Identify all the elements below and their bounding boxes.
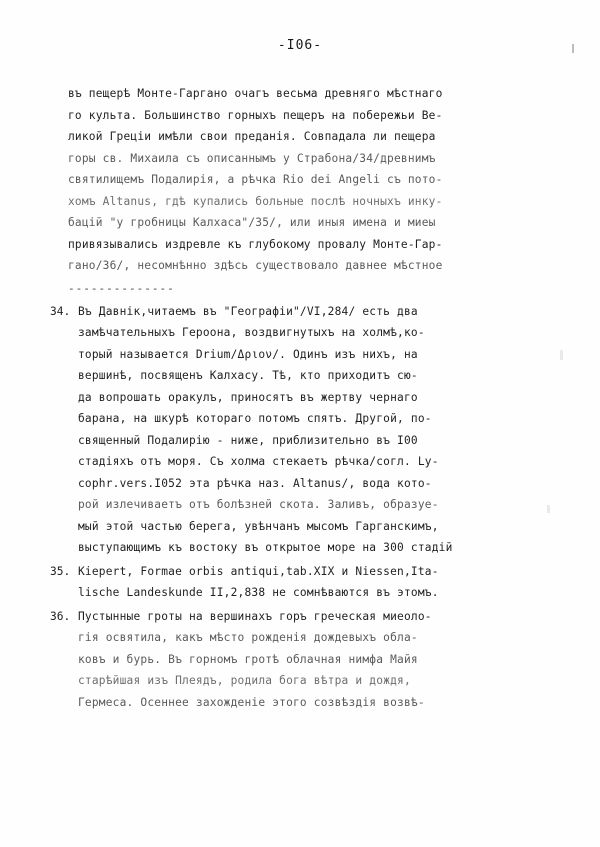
footnote-line: старѣйшая изъ Плеядъ, родила бога вѣтра и дождя, xyxy=(78,674,411,687)
page-number: -I06- xyxy=(277,38,323,53)
paragraph-line: го культа. Большинство горныхъ пещеръ на побережьи Ве- xyxy=(68,108,443,122)
footnote-line: мый этой частью берега, увѣнчанъ мысомъ Гарганскимъ, xyxy=(78,519,439,533)
footnote-body xyxy=(78,301,548,559)
footnote-line: выступающимъ къ востоку въ открытое море на 300 стадій xyxy=(78,541,453,554)
footnote-body xyxy=(78,561,548,604)
page-edge-mark xyxy=(572,44,574,53)
page-smudge xyxy=(560,350,563,360)
footnote-line: стадіяхъ отъ моря. Съ холма стекаетъ рѣчка/согл. Ly- xyxy=(78,455,439,468)
footnote-body xyxy=(78,606,548,714)
footnote-divider: -------------- xyxy=(68,281,175,295)
footnote-line: да вопрошать оракулъ, приносятъ въ жертву чернаго xyxy=(78,390,418,404)
paragraph-line: гано/36/, несомнѣнно здѣсь существовало давнее мѣстное xyxy=(68,259,443,272)
paragraph-line: бацій "у гробницы Калхаса"/35/, или иныя имена и миеы xyxy=(68,216,436,229)
footnote-line: гія освятила, какъ мѣсто рожденія дождевыхъ обла- xyxy=(78,631,418,644)
footnote-line: Гермеса. Осеннее захожденіе этого созвѣздія возвѣ- xyxy=(78,695,425,709)
footnote-line: Пустынные гроты на вершинахъ горъ греческая миеоло- xyxy=(78,609,432,623)
paragraph-line: святилищемъ Подалирія, а рѣчка Rio dei Angeli съ пото- xyxy=(68,173,443,186)
footnote-item xyxy=(50,301,548,559)
footnote-line: lische Landeskunde II,2,838 не сомнѣваются въ этомъ. xyxy=(78,586,439,599)
main-paragraph xyxy=(68,83,542,277)
footnote-number: 35. xyxy=(50,564,71,578)
paragraph-line: горы св. Михаила съ описаннымъ у Страбона/34/древнимъ xyxy=(68,151,436,165)
paragraph-line: ликой Греціи имѣли свои преданія. Совпадала ли пещера xyxy=(68,130,436,143)
paragraph-line: въ пещерѣ Монте-Гаргано очагъ весьма древняго мѣстнаго xyxy=(68,87,443,100)
paragraph-line: привязывались издревле къ глубокому провалу Монте-Гар- xyxy=(68,237,443,251)
footnote-line: замѣчательныхъ Героона, воздвигнутыхъ на холмѣ,ко- xyxy=(78,326,425,339)
footnote-item xyxy=(50,561,548,604)
page-smudge xyxy=(547,505,550,513)
footnote-line: торый называется Drium/Δριον/. Одинъ изъ нихъ, на xyxy=(78,347,418,361)
footnote-item xyxy=(50,606,548,714)
paragraph-line: хомъ Altanus, гдѣ купались больные послѣ ночныхъ инку- xyxy=(68,194,443,208)
footnote-number: 34. xyxy=(50,304,71,318)
footnote-line: cophr.vers.I052 эта рѣчка наз. Altanus/, вода кото- xyxy=(78,476,432,490)
footnote-line: священный Подалирію - ниже, приблизительно въ I00 xyxy=(78,433,418,447)
footnote-line: Kiepert, Formae orbis antiqui,tab.XIX и Niessen,Ita- xyxy=(78,564,439,578)
footnote-number: 36. xyxy=(50,609,71,623)
footnote-line: вершинѣ, посвященъ Калхасу. Тѣ, кто приходитъ сю- xyxy=(78,369,418,382)
footnotes-section xyxy=(50,301,548,714)
footnote-line: рой излечиваетъ отъ болѣзней скота. Заливъ, образуе- xyxy=(78,498,439,511)
footnote-line: ковъ и бурь. Въ горномъ гротѣ облачная нимфа Майя xyxy=(78,652,418,666)
footnote-line: барана, на шкурѣ котораго потомъ спятъ. Другой, по- xyxy=(78,412,432,425)
footnote-line: Въ Давнік,читаемъ въ "Географіи"/VI,284/ есть два xyxy=(78,304,418,318)
